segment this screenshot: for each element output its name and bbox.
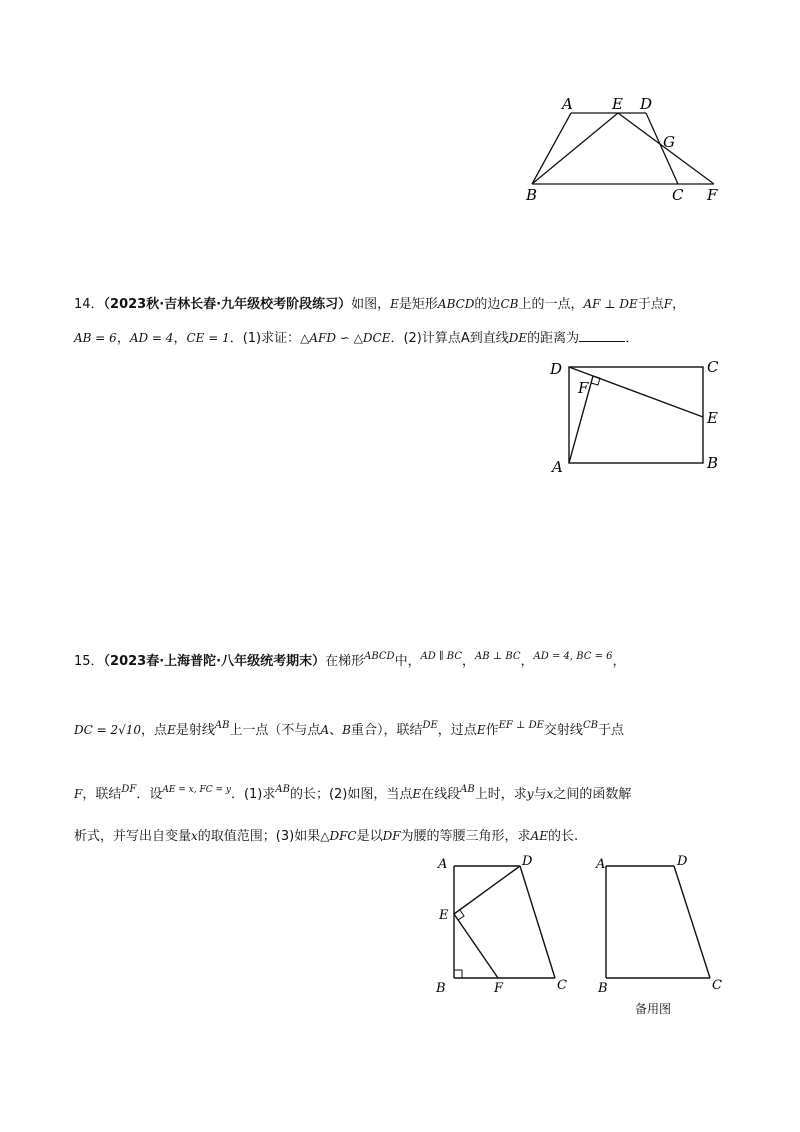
label-D: D [640, 95, 653, 113]
label-B: B [707, 454, 719, 472]
label-C: C [672, 186, 684, 204]
backup-figure-caption: 备用图 [635, 1002, 672, 1016]
label-B: B [598, 981, 608, 996]
q15-source: （2023春·上海普陀·八年级统考期末） [103, 654, 326, 669]
figure-13 [0, 0, 800, 220]
label-D: D [677, 854, 688, 869]
answer-blank [579, 329, 625, 342]
label-F: F [494, 981, 504, 996]
label-F: F [707, 186, 718, 204]
q15-number: 15． [74, 654, 104, 669]
label-E: E [612, 95, 623, 113]
q15-line2: DC = 2√10，点E是射线$^{AB}$上一点（不与点A、B重合），联结$^{DE}$，过点E作$^{EF \perp DE}$交射线$^{CB}$于点 [74, 720, 624, 738]
label-E: E [707, 409, 718, 427]
q14-line1: 14．（2023秋·吉林长春·九年级校考阶段练习）如图，E是矩形ABCD的边CB上的一点，AF ⊥ DE于点F， [74, 297, 686, 312]
label-E: E [439, 908, 449, 923]
label-D: D [522, 854, 533, 869]
label-A: A [562, 95, 573, 113]
label-F: F [578, 379, 589, 397]
q15-line1: 15．（2023春·上海普陀·八年级统考期末）在梯形$^{ABCD}$中，$^{AD \parallel BC}$，$^{AB \perp BC}$，$^{AD = 4, BC = 6}$， [74, 651, 626, 669]
q15-line3: F，联结$^{DF}$．设$^{AE = x, FC = y}$．(1)求$^{AB}$的长；(2)如图，当点E在线段$^{AB}$上时，求y与x之间的函数解 [74, 784, 632, 802]
label-A: A [552, 458, 563, 476]
figure-14 [0, 350, 800, 480]
label-G: G [663, 133, 675, 151]
label-D: D [550, 360, 563, 378]
label-C: C [557, 978, 567, 993]
label-C: C [707, 358, 719, 376]
figure-15-backup [0, 850, 800, 1020]
label-A: A [596, 857, 606, 872]
label-B: B [526, 186, 538, 204]
label-A: A [438, 857, 448, 872]
q15-line4: 析式，并写出自变量x的取值范围；(3)如果△DFC是以DF为腰的等腰三角形，求AE的长. [74, 829, 579, 844]
q14-line2: AB = 6，AD = 4，CE = 1．(1)求证：△AFD ∽ △DCE．(2)计算点A到直线DE的距离为 ． [74, 331, 639, 346]
q14-number: 14． [74, 297, 104, 312]
label-C: C [712, 978, 722, 993]
q14-source: （2023秋·吉林长春·九年级校考阶段练习） [103, 297, 352, 312]
label-B: B [436, 981, 446, 996]
